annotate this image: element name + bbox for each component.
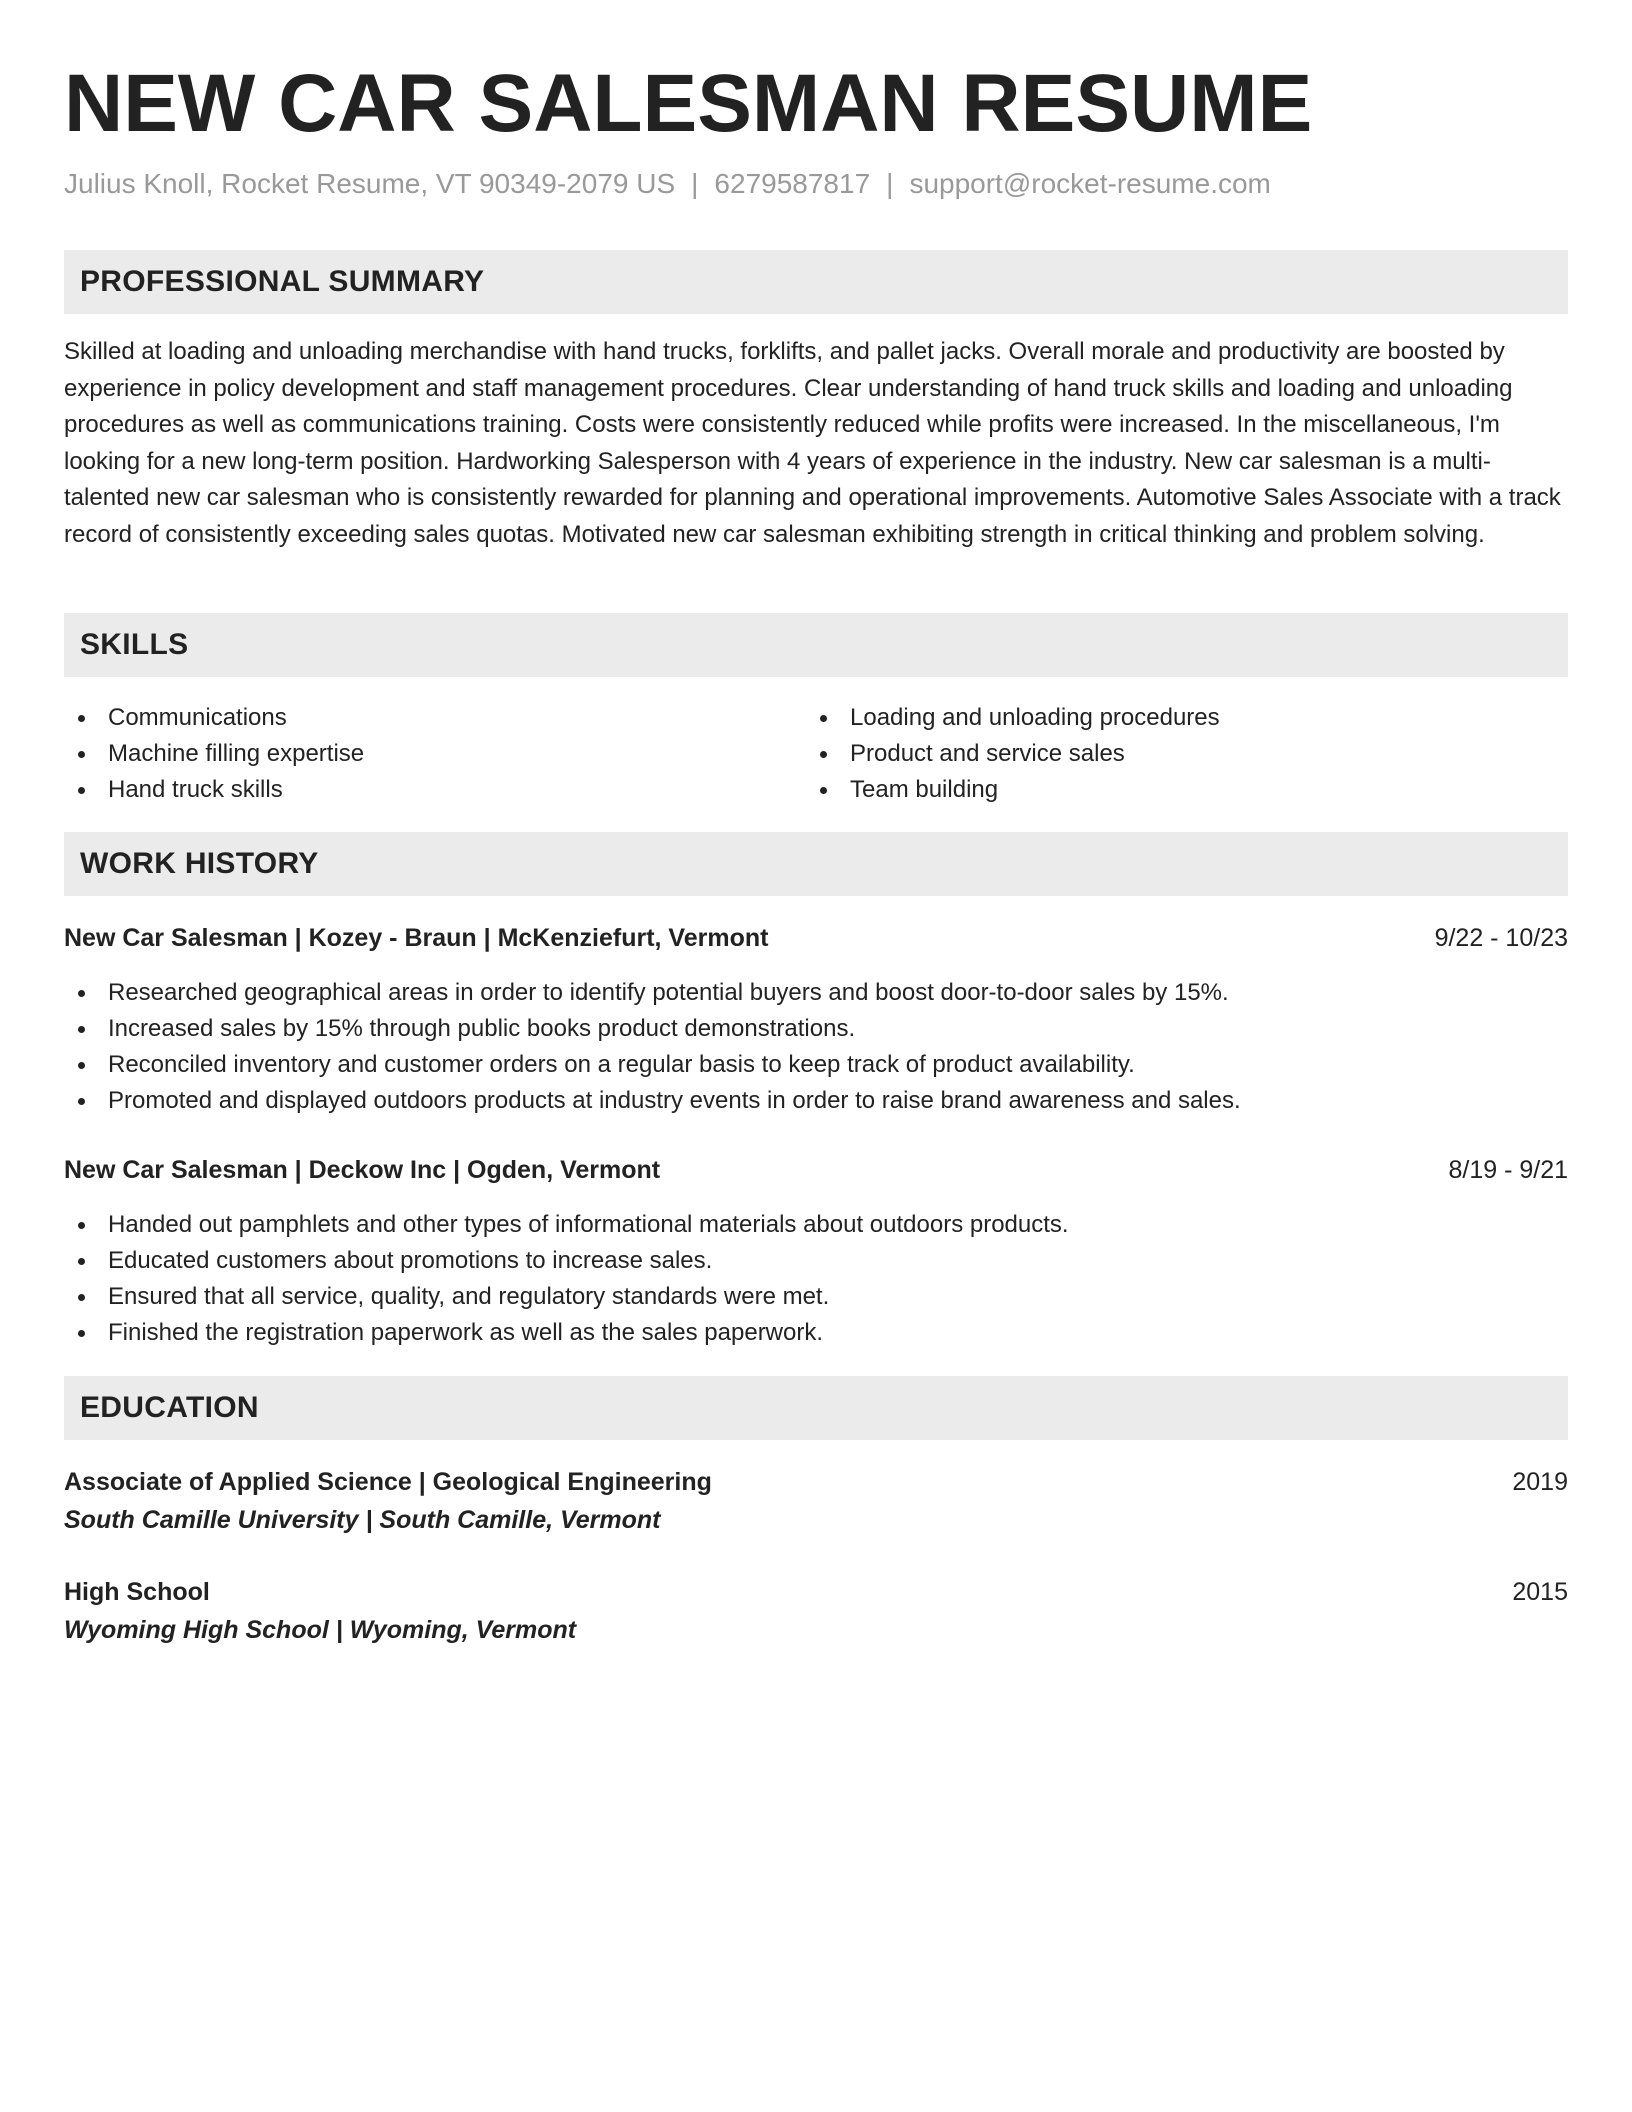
education-entry-header (64, 1574, 1568, 1610)
education-school: South Camille University | South Camille, Vermont (64, 1506, 661, 1534)
skills-section-header (64, 613, 1568, 677)
job-title: New Car Salesman | Kozey - Braun | McKenziefurt, Vermont (64, 924, 769, 952)
job-bullet: Educated customers about promotions to increase sales. (64, 1243, 1069, 1279)
summary-text: Skilled at loading and unloading merchandise with hand trucks, forklifts, and pallet jacks. Overall morale and productivity are boosted by experience in policy development and staff management procedures. Clear understanding of hand truck skills and loading and unloading procedures as well as communications training. Costs were consistently reduced while profits were increased. In the miscellaneous, I'm looking for a new long-term position. Hardworking Salesperson with 4 years of experience in the industry. New car salesman is a multi-talented new car salesman who is consistently rewarded for planning and operational improvements. Automotive Sales Associate with a track record of consistently exceeding sales quotas. Motivated new car salesman exhibiting strength in critical thinking and problem solving. (64, 338, 1561, 548)
skills-heading: SKILLS (80, 628, 189, 661)
contact-separator: | (691, 168, 699, 199)
skill-item: Product and service sales (806, 736, 1220, 772)
job-bullet: Handed out pamphlets and other types of informational materials about outdoors products. (64, 1207, 1069, 1243)
job-dates: 9/22 - 10/23 (1434, 924, 1568, 952)
summary-section-header (64, 250, 1568, 314)
education-section-header (64, 1376, 1568, 1440)
job-bullet: Promoted and displayed outdoors products at industry events in order to raise brand awareness and sales. (64, 1083, 1241, 1119)
resume-title: NEW CAR SALESMAN RESUME (64, 58, 1313, 149)
skill-item: Communications (64, 700, 364, 736)
education-heading: EDUCATION (80, 1391, 259, 1424)
education-degree: Associate of Applied Science | Geological Engineering (64, 1468, 712, 1496)
job-bullets (64, 1207, 1069, 1351)
skill-item: Loading and unloading procedures (806, 700, 1220, 736)
job-bullet: Increased sales by 15% through public books product demonstrations. (64, 1011, 1241, 1047)
education-degree: High School (64, 1578, 210, 1606)
skills-list-right (806, 700, 1220, 808)
job-header (64, 920, 1568, 956)
contact-phone: 6279587817 (714, 168, 871, 199)
contact-address: Julius Knoll, Rocket Resume, VT 90349-2079 US (64, 168, 676, 199)
job-bullet: Reconciled inventory and customer orders on a regular basis to keep track of product availability. (64, 1047, 1241, 1083)
contact-email: support@rocket-resume.com (909, 168, 1271, 199)
education-year: 2015 (1512, 1578, 1568, 1606)
skill-item: Hand truck skills (64, 772, 364, 808)
work-heading: WORK HISTORY (80, 847, 319, 880)
skill-item: Machine filling expertise (64, 736, 364, 772)
contact-separator: | (886, 168, 894, 199)
job-dates: 8/19 - 9/21 (1448, 1156, 1568, 1184)
summary-heading: PROFESSIONAL SUMMARY (80, 265, 485, 298)
education-year: 2019 (1512, 1468, 1568, 1496)
job-bullet: Finished the registration paperwork as well as the sales paperwork. (64, 1315, 1069, 1351)
skills-list-left (64, 700, 364, 808)
job-bullet: Researched geographical areas in order to identify potential buyers and boost door-to-door sales by 15%. (64, 975, 1241, 1011)
job-header (64, 1152, 1568, 1188)
job-bullet: Ensured that all service, quality, and regulatory standards were met. (64, 1279, 1069, 1315)
education-entry-header (64, 1464, 1568, 1500)
job-bullets (64, 975, 1241, 1119)
contact-line (64, 164, 1271, 204)
job-title: New Car Salesman | Deckow Inc | Ogden, Vermont (64, 1156, 661, 1184)
skill-item: Team building (806, 772, 1220, 808)
education-school: Wyoming High School | Wyoming, Vermont (64, 1616, 577, 1644)
work-section-header (64, 832, 1568, 896)
